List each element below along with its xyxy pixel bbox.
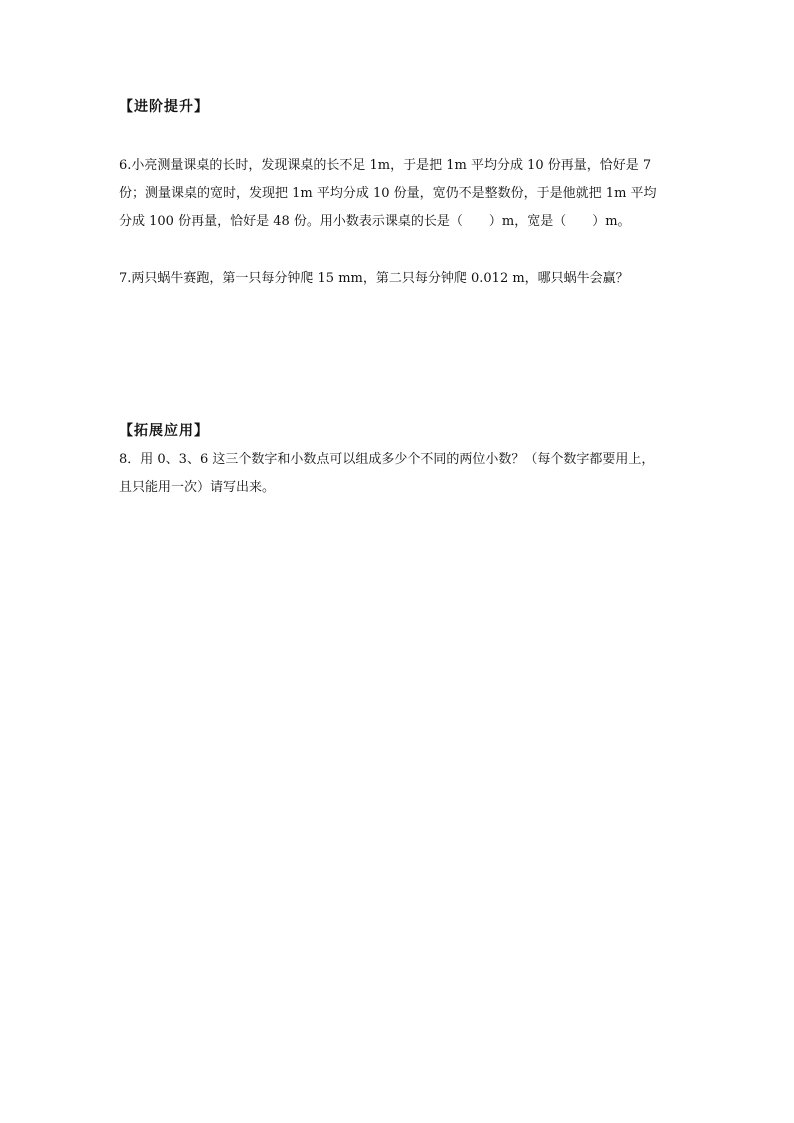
question-text-line: 分成 100 份再量，恰好是 48 份。用小数表示课桌的长是（ ）m，宽是（ ）m。 bbox=[119, 214, 631, 229]
question-text-line: 且只能用一次）请写出来。 bbox=[119, 480, 276, 495]
question-text-line: 7.两只蜗牛赛跑，第一只每分钟爬 15 mm，第二只每分钟爬 0.012 m，哪只蜗牛会赢？ bbox=[119, 271, 629, 286]
question-6 bbox=[119, 152, 699, 236]
question-7 bbox=[119, 265, 699, 293]
question-text-line: 8．用 0、3、6 这三个数字和小数点可以组成多少个不同的两位小数？（每个数字都要用上， bbox=[119, 452, 655, 467]
question-8 bbox=[119, 446, 699, 502]
section-heading-extension: 【拓展应用】 bbox=[119, 423, 209, 439]
question-text-line: 6.小亮测量课桌的长时，发现课桌的长不足 1m，于是把 1m 平均分成 10 份再量，恰好是 7 bbox=[119, 158, 652, 173]
section-heading-advanced: 【进阶提升】 bbox=[119, 99, 209, 115]
question-text-line: 份；测量课桌的宽时，发现把 1m 平均分成 10 份量，宽仍不是整数份，于是他就把 1m 平均 bbox=[119, 186, 657, 201]
